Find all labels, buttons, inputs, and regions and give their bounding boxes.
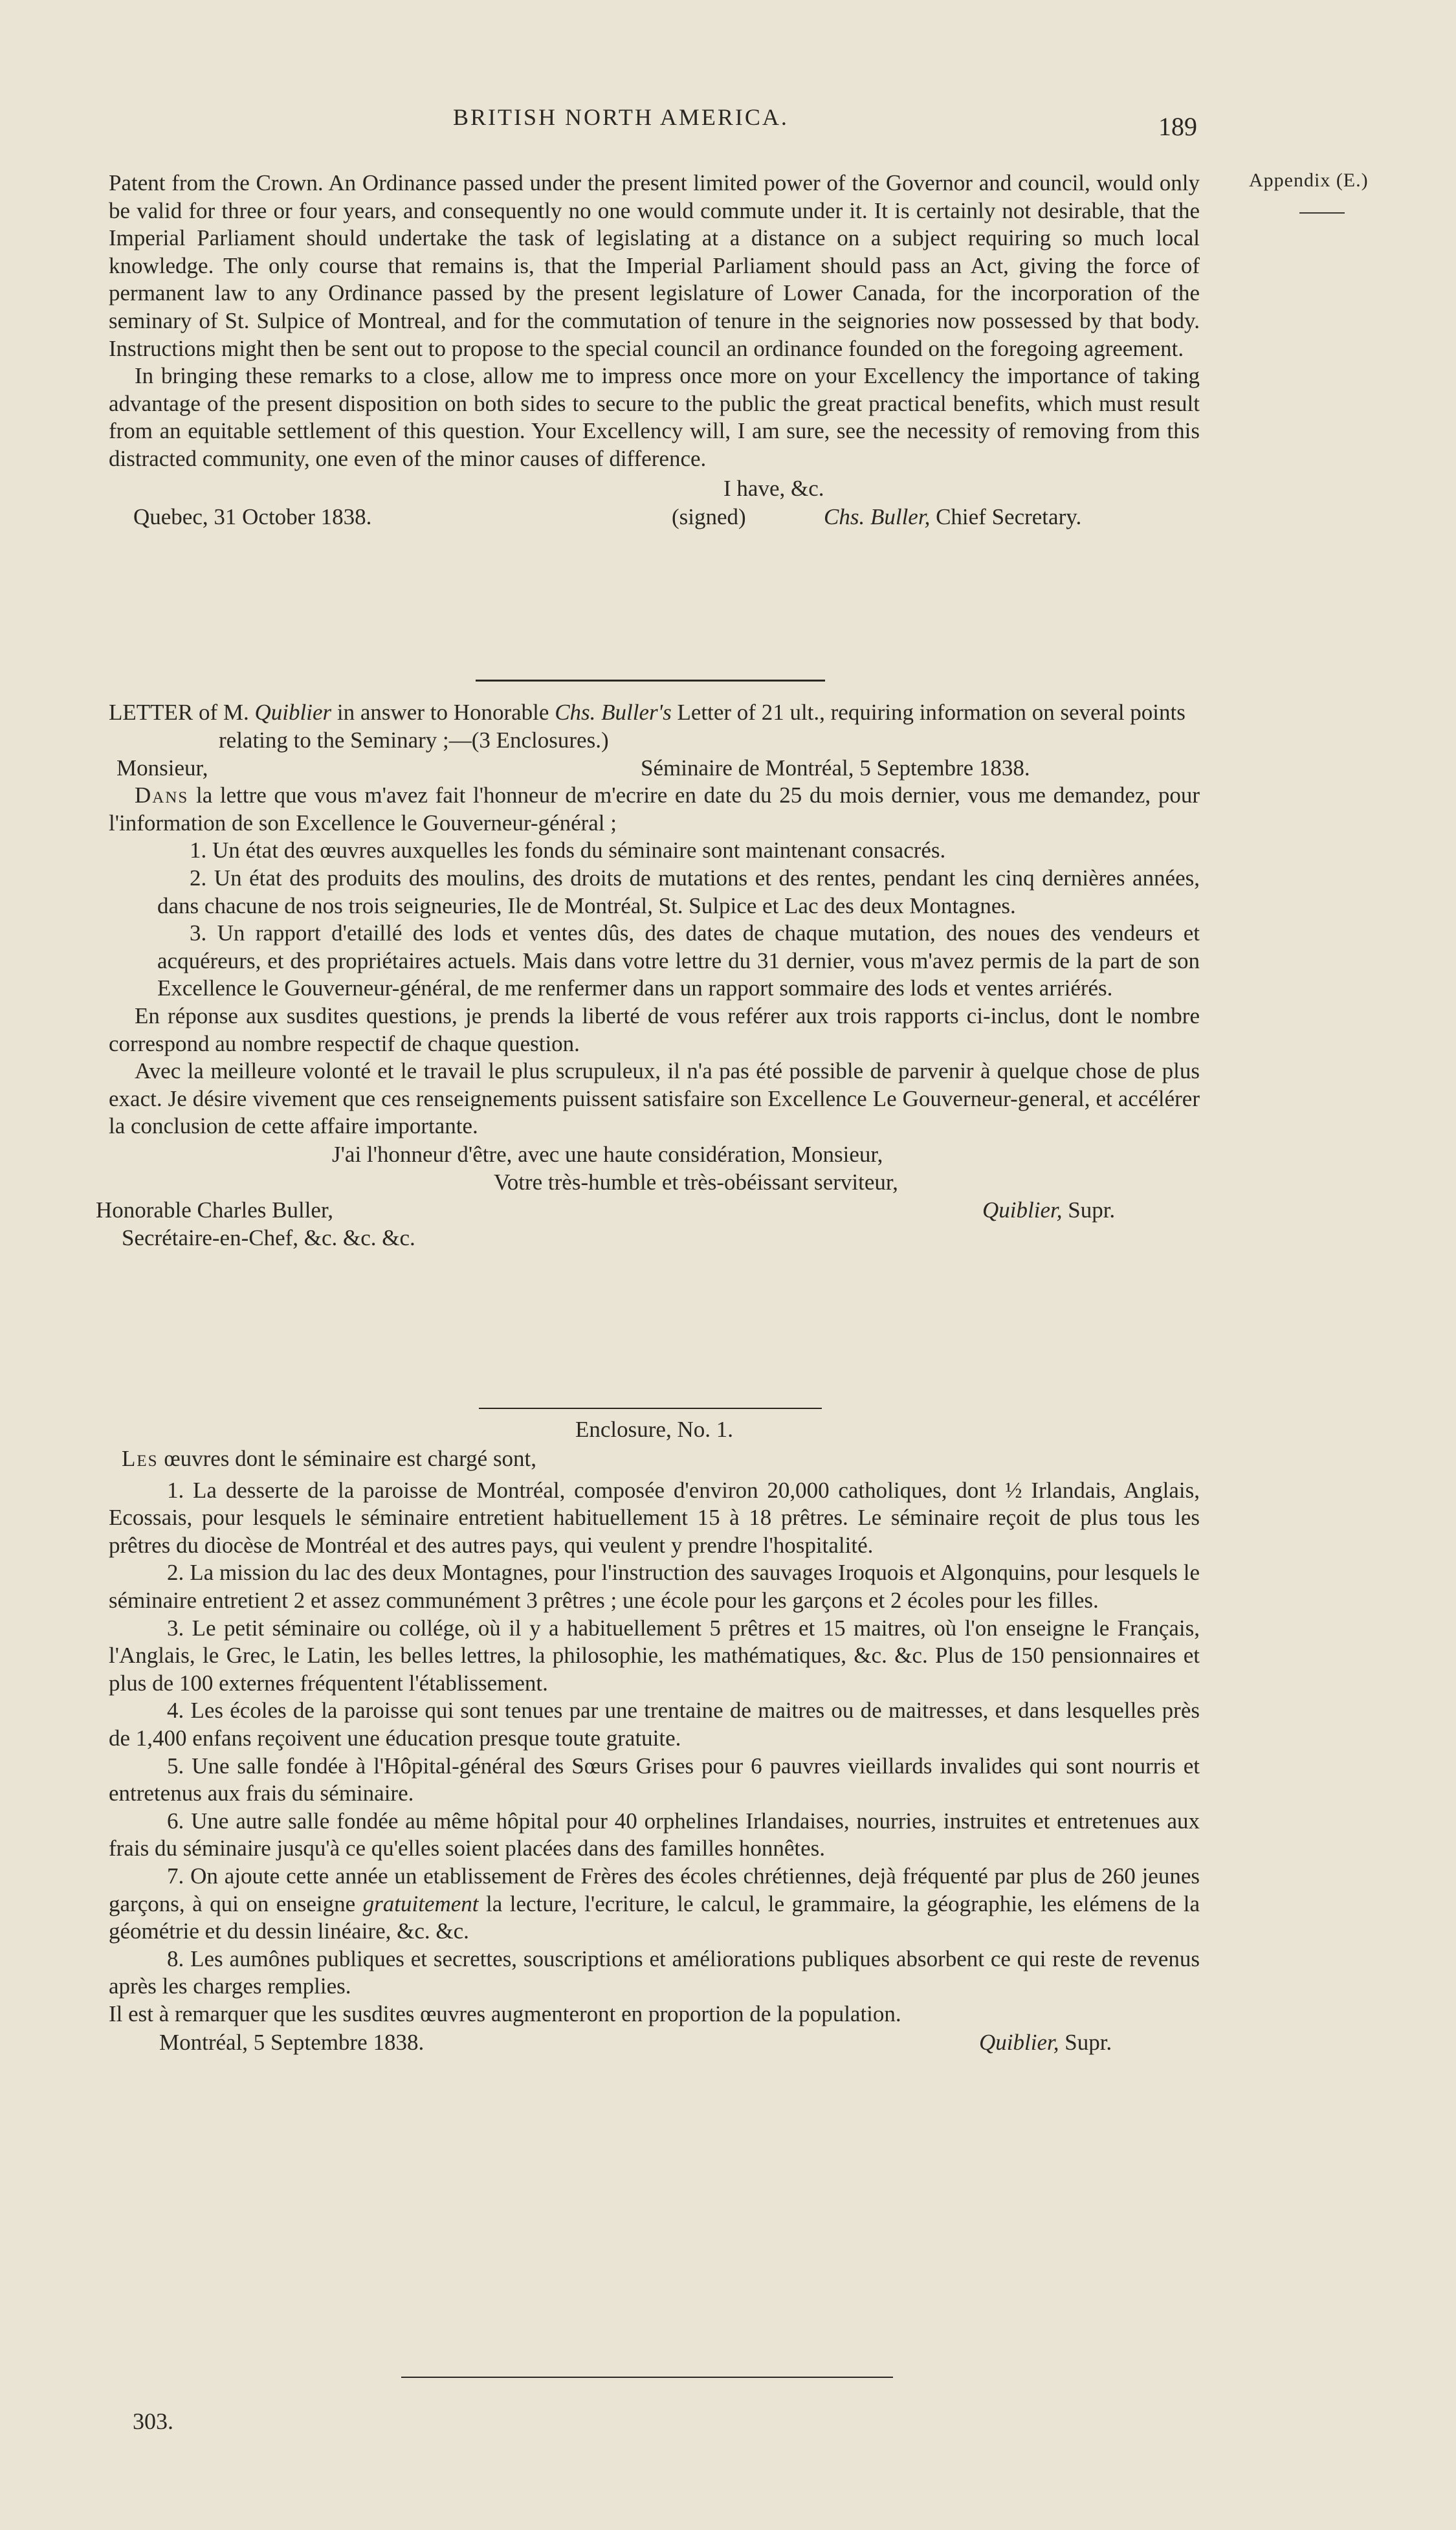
enclosure-remark: Il est à remarquer que les susdites œuvres augmenteront en proportion de la population. bbox=[109, 2001, 901, 2026]
buller-place-date: Quebec, 31 October 1838. bbox=[133, 504, 372, 529]
enclosure-item-2: 2. La mission du lac des deux Montagnes, pour l'instruction des sauvages Iroquois et Algonquins, pour lesquels le séminaire entretient 2 et assez communément 3 prêtres ; une école pour les garçons et 2 écoles pour les filles. bbox=[109, 1560, 1200, 1613]
letter-salutation: Monsieur, bbox=[116, 755, 208, 781]
buller-signer-title: Chief Secretary. bbox=[936, 504, 1082, 529]
letter-intro: Dans la lettre que vous m'avez fait l'honneur de m'ecrire en date du 25 du mois dernier, vous me demandez, pour l'information de son Excellence le Gouverneur-général ; bbox=[109, 782, 1200, 836]
letter-addressee: Honorable Charles Buller, bbox=[96, 1197, 333, 1223]
folio-number: 303. bbox=[133, 2408, 173, 2434]
letter-effort-paragraph: Avec la meilleure volonté et le travail le plus scrupuleux, il n'a pas été possible de parvenir à quelque chose de plus exact. Je désire vivement que ces renseignements puissent satisfaire son Excellence Le Gouverneur-general, et accélérer la conclusion de cette affaire importante. bbox=[109, 1058, 1200, 1139]
enclosure-item-5: 5. Une salle fondée à l'Hôpital-général des Sœurs Grises pour 6 pauvres vieillards invalides qui sont nourris et entretenus aux frais du séminaire. bbox=[109, 1753, 1200, 1806]
letter-signer-title: Supr. bbox=[1068, 1197, 1116, 1223]
buller-signer: Chs. Buller, bbox=[824, 504, 931, 529]
buller-closing: I have, &c. bbox=[723, 475, 824, 501]
letter-closing-1: J'ai l'honneur d'être, avec une haute considération, Monsieur, bbox=[332, 1141, 883, 1167]
enclosure-1 bbox=[109, 1414, 1200, 2059]
enclosure-item-4: 4. Les écoles de la paroisse qui sont tenues par une trentaine de maitres ou de maitresses, et dans lesquelles près de 1,400 enfans reçoivent une éducation presque toute gratuite. bbox=[109, 1698, 1200, 1751]
enclosure-divider bbox=[479, 1408, 822, 1409]
letter-signature-line bbox=[96, 1196, 1200, 1224]
enclosure-place-date: Montréal, 5 Septembre 1838. bbox=[159, 2030, 425, 2056]
letter-addressee-title: Secrétaire-en-Chef, &c. &c. &c. bbox=[122, 1225, 415, 1250]
enclosure-item-6: 6. Une autre salle fondée au même hôpital pour 40 orphelines Irlandaises, nourries, instruites et entretenues aux frais du séminaire jusqu'à ce qu'elles soient placées dans des familles honnêtes. bbox=[109, 1808, 1200, 1861]
enclosure-intro: Les œuvres dont le séminaire est chargé sont, bbox=[122, 1446, 537, 1471]
running-head: BRITISH NORTH AMERICA. bbox=[453, 104, 789, 130]
appendix-label: Appendix (E.) bbox=[1249, 170, 1369, 191]
enclosure-item-8: 8. Les aumônes publiques et secrettes, souscriptions et améliorations publiques absorbent ce qui reste de revenus après les charges remplies. bbox=[109, 1946, 1200, 1999]
enclosure-item-1: 1. La desserte de la paroisse de Montréal, composée d'environ 20,000 catholiques, dont ½ Irlandais, Anglais, Ecossais, pour lesquels le séminaire entretient habituellement 15 à 18 prêtres. Le séminaire reçoit de plus tous les prêtres du diocèse de Montréal et des autres pays, qui veulent y prendre l'hospitalité. bbox=[109, 1477, 1200, 1558]
letter-item-2: 2. Un état des produits des moulins, des droits de mutations et des rentes, pendant les cinq dernières années, dans chacune de nos trois seigneuries, Ile de Montréal, St. Sulpice et Lac des deux Montagnes. bbox=[157, 865, 1200, 918]
letter-salutation-line bbox=[109, 754, 1200, 782]
enclosure-item-7: 7. On ajoute cette année un etablissement de Frères des écoles chrétiennes, dejà fréquenté par plus de 260 jeunes garçons, à qui on enseigne gratuitement la lecture, l'ecriture, le calcul, le grammaire, la géographie, les elémens de la géométrie et du dessin linéaire, &c. &c. bbox=[109, 1863, 1200, 1944]
enclosure-title: Enclosure, No. 1. bbox=[575, 1417, 733, 1442]
appendix-rule bbox=[1299, 212, 1345, 214]
letter-item-3: 3. Un rapport d'etaillé des lods et ventes dûs, des dates de chaque mutation, des noues des vendeurs et acquéreurs, et des propriétaires actuels. Mais dans votre lettre du 31 dernier, vous m'avez permis de la part de son Excellence le Gouverneur-général, de me renfermer dans un rapport sommaire des lods et ventes arriérés. bbox=[157, 920, 1200, 1001]
quiblier-letter bbox=[96, 699, 1200, 1252]
buller-paragraph-1: Patent from the Crown. An Ordinance passed under the present limited power of the Governor and council, would only be valid for three or four years, and consequently no one would commute under it. It is certainly not desirable, that the Imperial Parliament should undertake the task of legislating at a distance on a subject requiring so much local knowledge. The only course that remains is, that the Imperial Parliament should pass an Act, giving the force of permanent law to any Ordinance passed by the present legislature of Lower Canada, for the incorporation of the seminary of St. Sulpice of Montreal, and for the commutation of tenure in the seignories now possessed by that body. Instructions might then be sent out to propose to the special council an ordinance founded on the foregoing agreement. bbox=[109, 170, 1200, 361]
letter-signer: Quiblier, bbox=[982, 1197, 1063, 1223]
page-number: 189 bbox=[1158, 112, 1197, 141]
section-divider bbox=[476, 680, 825, 682]
letter-reply-paragraph: En réponse aux susdites questions, je prends la liberté de vous reférer aux trois rapports ci-inclus, dont le nombre correspond au nombre respectif de chaque question. bbox=[109, 1003, 1200, 1056]
buller-signature-line bbox=[109, 503, 1200, 534]
letter-closing-2: Votre très-humble et très-obéissant serviteur, bbox=[494, 1169, 898, 1195]
enclosure-signer: Quiblier, bbox=[979, 2030, 1059, 2056]
buller-signed: (signed) bbox=[672, 504, 746, 529]
end-rule bbox=[401, 2377, 893, 2378]
enclosure-item-3: 3. Le petit séminaire ou collége, où il y a habituellement 5 prêtres et 15 maitres, où l'on enseigne le Français, l'Anglais, le Grec, le Latin, les belles lettres, la philosophie, les mathématiques, &c. &c. Plus de 150 pensionnaires et plus de 100 externes fréquentent l'établissement. bbox=[109, 1615, 1200, 1696]
letter-item-1: 1. Un état des œuvres auxquelles les fonds du séminaire sont maintenant consacrés. bbox=[190, 838, 946, 863]
buller-letter bbox=[109, 170, 1200, 534]
letter-place-date: Séminaire de Montréal, 5 Septembre 1838. bbox=[641, 755, 1030, 781]
buller-paragraph-2: In bringing these remarks to a close, allow me to impress once more on your Excellency the importance of taking advantage of the present disposition on both sides to secure to the public the great practical benefits, which must result from an equitable settlement of this question. Your Excellency will, I am sure, see the necessity of removing from this distracted community, one even of the minor causes of difference. bbox=[109, 363, 1200, 471]
letter-heading: LETTER of M. Quiblier in answer to Honorable Chs. Buller's Letter of 21 ult., requiring information on several points relating to the Seminary ;—(3 Enclosures.) bbox=[109, 700, 1186, 753]
enclosure-signature-line bbox=[109, 2028, 1200, 2059]
enclosure-signer-title: Supr. bbox=[1064, 2030, 1112, 2056]
